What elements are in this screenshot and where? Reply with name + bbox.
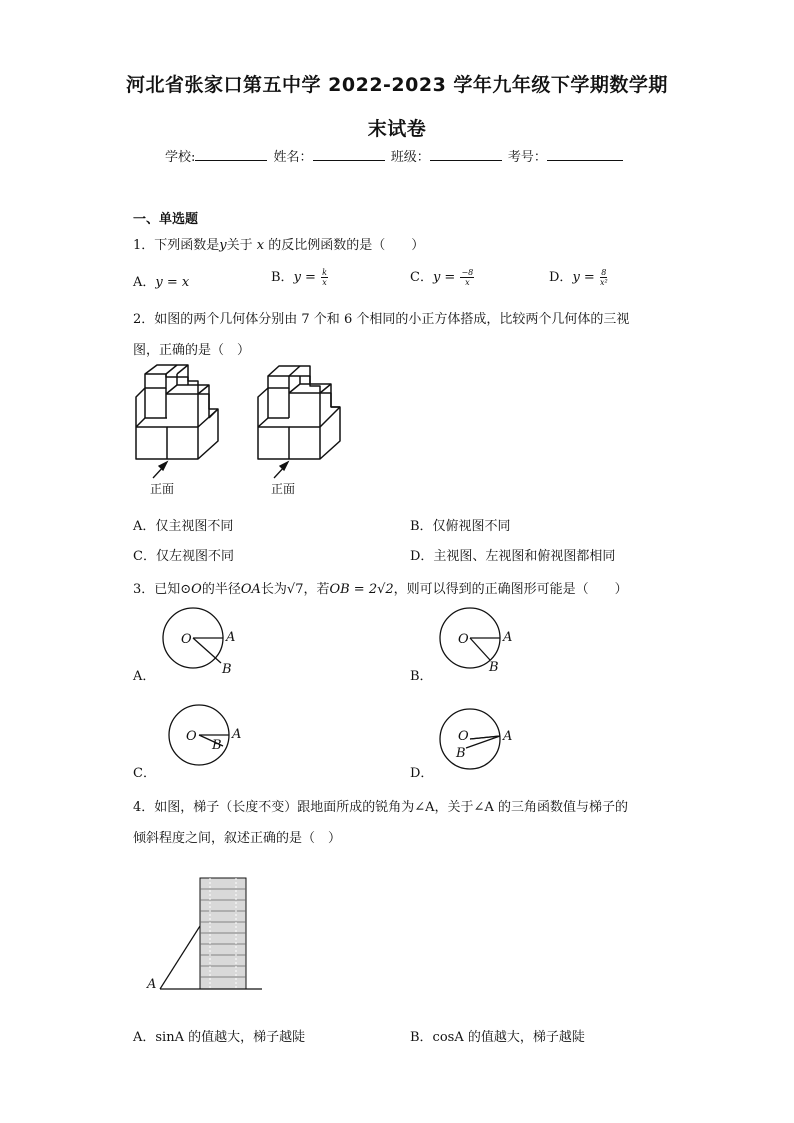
pt-a: A [226,630,236,645]
q3-var-o: O [191,582,202,597]
pt-a: A [503,630,513,645]
q1-stem-text-3: 的反比例函数的是（ ） [268,238,425,253]
numerator: 8 [601,268,607,277]
front-label-right: 正面 [271,482,296,496]
q3-stem-text-4: ，则可以得到的正确图形可能是（ ） [393,582,628,597]
option-label: D． [549,270,573,285]
q4-stem-line1: 4．如图，梯子（长度不变）跟地面所成的锐角为∠A，关于∠A 的三角函数值与梯子的 [133,800,628,815]
q1-var-x: x [256,238,265,253]
pt-b: B [489,660,499,675]
option-expr: y = [432,270,456,285]
option-label: A． [133,275,156,290]
ladder-line [160,926,200,989]
q2-stem-line2: 图，正确的是（ ） [133,343,251,358]
q1-stem-text: 1．下列函数是 [133,238,220,253]
pt-b: B [212,738,222,753]
pt-o: O [186,729,197,744]
numerator: −8 [461,268,474,277]
q3-option-a[interactable]: A． [133,669,156,684]
denominator: x [322,278,327,287]
q3-option-b[interactable]: B． [410,669,433,684]
class-label: 班级： [390,150,430,165]
q2-stem-line1: 2．如图的两个几何体分别由 7 个和 6 个相同的小正方体搭成，比较两个几何体的三视 [133,312,630,327]
q3-stem-text-3: 长为√7，若 [260,582,330,597]
pt-o: O [181,632,192,647]
option-expr: y = [572,270,595,285]
denominator: x² [599,278,608,287]
q3-option-d[interactable]: D． [410,766,434,781]
pt-b: B [222,662,232,677]
q2-option-b[interactable]: B．仅俯视图不同 [410,519,511,534]
denominator: x [465,278,470,287]
q3-var-oa: OA [240,582,261,597]
page-title-continued: 末试卷 [367,118,427,140]
wall [200,878,246,989]
q4-stem-line2: 倾斜程度之间，叙述正确的是（ ） [133,831,342,846]
q3-stem-text: 3．已知⊙ [133,582,192,597]
q2-option-c[interactable]: C．仅左视图不同 [133,549,234,564]
pt-o: O [458,729,469,744]
option-label: C． [410,270,433,285]
q3-ob-eq: OB = 2√2 [329,582,394,597]
q1-var-y: y [219,238,227,253]
q3-option-c[interactable]: C． [133,766,156,781]
pt-a: A [232,727,242,742]
q2-option-d[interactable]: D．主视图、左视图和俯视图都相同 [410,549,616,564]
pt-a: A [503,729,513,744]
page-title: 河北省张家口第五中学 2022-2023 学年九年级下学期数学期 [126,74,668,96]
q4-option-a[interactable]: A．sinA 的值越大，梯子越陡 [133,1030,306,1045]
front-label-left: 正面 [150,482,175,496]
option-label: B． [271,270,294,285]
q2-option-a[interactable]: A．仅主视图不同 [133,519,234,534]
q3-stem-text-2: 的半径 [201,582,241,597]
exam-no-label: 考号： [507,150,547,165]
name-label: 姓名： [273,150,313,165]
pt-b: B [456,746,466,761]
q1-stem-text-2: 关于 [226,238,253,253]
numerator: k [322,268,327,277]
pt-o: O [458,632,469,647]
section-heading: 一、单选题 [133,212,199,227]
q4-option-b[interactable]: B．cosA 的值越大，梯子越陡 [410,1030,585,1045]
school-label: 学校: [165,150,196,165]
option-expr: y = x [155,275,190,290]
pt-a: A [147,977,157,992]
option-expr: y = [293,270,316,285]
